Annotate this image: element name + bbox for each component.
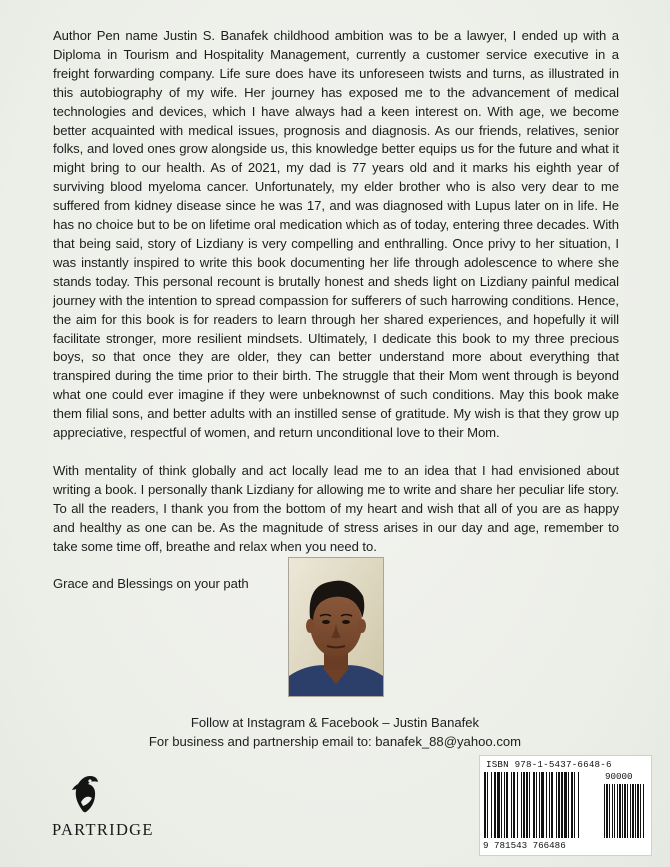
- isbn-number: ISBN 978-1-5437-6648-6: [486, 759, 612, 770]
- bio-paragraph-2: With mentality of think globally and act locally lead me to an idea that I had envisioned about writing a book. I personally thank Lizdiany for allowing me to write and share her peculiar life story. To all the readers, I thank you from the bottom of my heart and wish that all of you are as happy and healthy as one can be. As the magnitude of stress arises in our day and age, remember to take some time off, breathe and relax when you need to.: [53, 462, 619, 554]
- author-portrait-image: [289, 558, 383, 696]
- closing-line: Grace and Blessings on your path: [53, 576, 249, 592]
- bio-paragraph-1: Author Pen name Justin S. Banafek childhood ambition was to be a lawyer, I ended up with a Diploma in Tourism and Hospitality Management, currently a customer service executive in a freight forwarding company. Life sure does have its unforeseen twists and turns, as illustrated in this autobiography of my wife. Her journey has exposed me to the advancement of medical technologies and devices, which I have always had a keen interest on. With age, we become better acquainted with medical issues, prognosis and diagnosis. As our friends, relatives, senior folks, and loved ones grow alongside us, this knowledge better equips us for the future and what it might bring to our health. As of 2021, my dad is 77 years old and it marks his eighth year of surviving blood myeloma cancer. Unfortunately, my elder brother who is also very dear to me suffered from kidney disease since he was 17, and was diagnosed with Lupus later on in life. He has no choice but to be on lifetime oral medication which as of today, entering three decades. With that being said, story of Lizdiany is very compelling and enthralling. Once privy to her situation, I was instantly inspired to write this book documenting her life through adolescence to where she stands today. This personal recount is brutally honest and sheds light on Lizdiany painful medical journey with the intention to spread compassion for sufferers of such harrowing conditions. Hence, the aim for this book is for readers to learn through her shared experiences, and hopefully it will facilitate stronger, more resilient mindsets. Ultimately, I dedicate this book to my three precious boys, so that once they are older, they can better understand more about everything that transpired during the time prior to their birth. The struggle that their Mom went through is beyond what one could ever imagine if they were unbeknownst of such conditions. May this book make them filial sons, and better adults with an instilled sense of gratitude. My wish is that they grow up appreciative, respectful of women, and return unconditional love to their Mom.: [53, 28, 619, 441]
- publisher-logo-text: PARTRIDGE: [52, 820, 154, 839]
- barcode-bars-icon: [484, 772, 647, 842]
- ean-number: 9 781543 766486: [483, 840, 566, 851]
- social-follow-text: Follow at Instagram & Facebook – Justin Banafek: [190, 715, 480, 730]
- isbn-barcode: [479, 755, 652, 856]
- author-photo: [288, 557, 384, 697]
- business-contact-text: For business and partnership email to: banafek_88@yahoo.com: [148, 734, 522, 749]
- author-bio: [53, 27, 619, 613]
- price-addon-code: 90000: [605, 771, 633, 782]
